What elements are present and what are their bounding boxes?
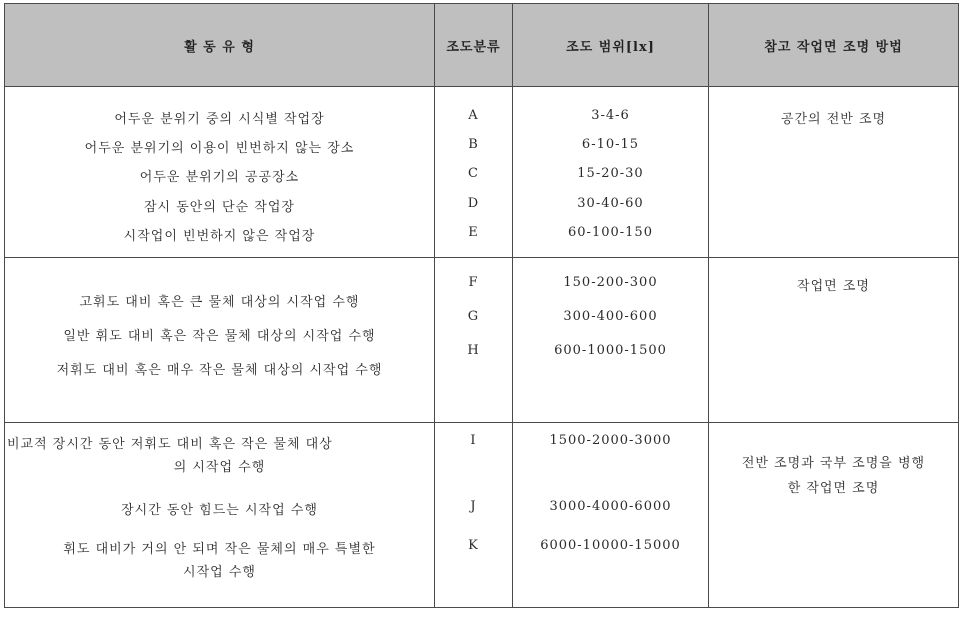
class-label: D	[467, 196, 480, 211]
activity-text: 시작업 수행	[183, 565, 256, 580]
class-label: B	[468, 137, 479, 152]
range-value: 3-4-6	[591, 108, 630, 123]
class-label: G	[467, 309, 480, 324]
table-row	[5, 87, 959, 258]
activity-text: 시작업이 빈번하지 않은 작업장	[123, 229, 316, 244]
header-row	[5, 4, 959, 87]
activity-cell	[5, 423, 435, 608]
header-illuminance-range: 조도 범위[lx]	[513, 4, 709, 87]
range-value: 60-100-150	[568, 225, 653, 240]
activity-text: 저휘도 대비 혹은 매우 작은 물체 대상의 시작업 수행	[56, 363, 383, 378]
class-label: K	[468, 538, 479, 553]
activity-text: 잠시 동안의 단순 작업장	[144, 200, 295, 215]
activity-text: 휘도 대비가 거의 안 되며 작은 물체의 매우 특별한	[63, 542, 376, 557]
class-label: H	[467, 343, 480, 358]
method-text: 전반 조명과 국부 조명을 병행	[741, 456, 926, 471]
classification-cell	[435, 87, 513, 258]
header-lighting-method: 참고 작업면 조명 방법	[709, 4, 959, 87]
activity-text: 어두운 분위기의 이용이 빈번하지 않는 장소	[84, 141, 355, 156]
method-text: 공간의 전반 조명	[780, 112, 887, 127]
class-label: I	[470, 433, 477, 448]
header-classification: 조도분류	[435, 4, 513, 87]
activity-cell	[5, 258, 435, 423]
method-cell	[709, 258, 959, 423]
range-cell	[513, 258, 709, 423]
activity-text: 비교적 장시간 동안 저휘도 대비 혹은 작은 물체 대상	[7, 437, 333, 452]
range-value: 600-1000-1500	[554, 343, 667, 358]
table-row	[5, 423, 959, 608]
method-cell	[709, 423, 959, 608]
header-activity-type: 활 동 유 형	[5, 4, 435, 87]
range-value: 30-40-60	[577, 196, 644, 211]
range-value: 3000-4000-6000	[549, 499, 672, 514]
activity-text: 어두운 분위기의 공공장소	[139, 170, 300, 185]
activity-text: 의 시작업 수행	[173, 460, 266, 475]
class-label: C	[468, 166, 479, 181]
activity-text: 일반 휘도 대비 혹은 작은 물체 대상의 시작업 수행	[63, 329, 376, 344]
class-label: E	[468, 225, 479, 240]
illuminance-table	[4, 3, 959, 608]
range-value: 300-400-600	[563, 309, 658, 324]
range-value: 1500-2000-3000	[549, 433, 672, 448]
class-label: A	[468, 108, 479, 123]
table-row	[5, 258, 959, 423]
range-cell	[513, 87, 709, 258]
range-value: 15-20-30	[577, 166, 644, 181]
classification-cell	[435, 258, 513, 423]
activity-cell	[5, 87, 435, 258]
classification-cell	[435, 423, 513, 608]
class-label: J	[470, 499, 477, 514]
activity-text: 어두운 분위기 중의 시식별 작업장	[114, 112, 325, 127]
class-label: F	[468, 275, 479, 290]
method-text: 한 작업면 조명	[787, 481, 880, 496]
method-text: 작업면 조명	[797, 279, 870, 294]
method-cell	[709, 87, 959, 258]
activity-text: 장시간 동안 힘드는 시작업 수행	[121, 503, 318, 518]
range-value: 150-200-300	[563, 275, 658, 290]
range-value: 6-10-15	[581, 137, 640, 152]
range-cell	[513, 423, 709, 608]
range-value: 6000-10000-15000	[540, 538, 681, 553]
activity-text: 고휘도 대비 혹은 큰 물체 대상의 시작업 수행	[79, 295, 360, 310]
